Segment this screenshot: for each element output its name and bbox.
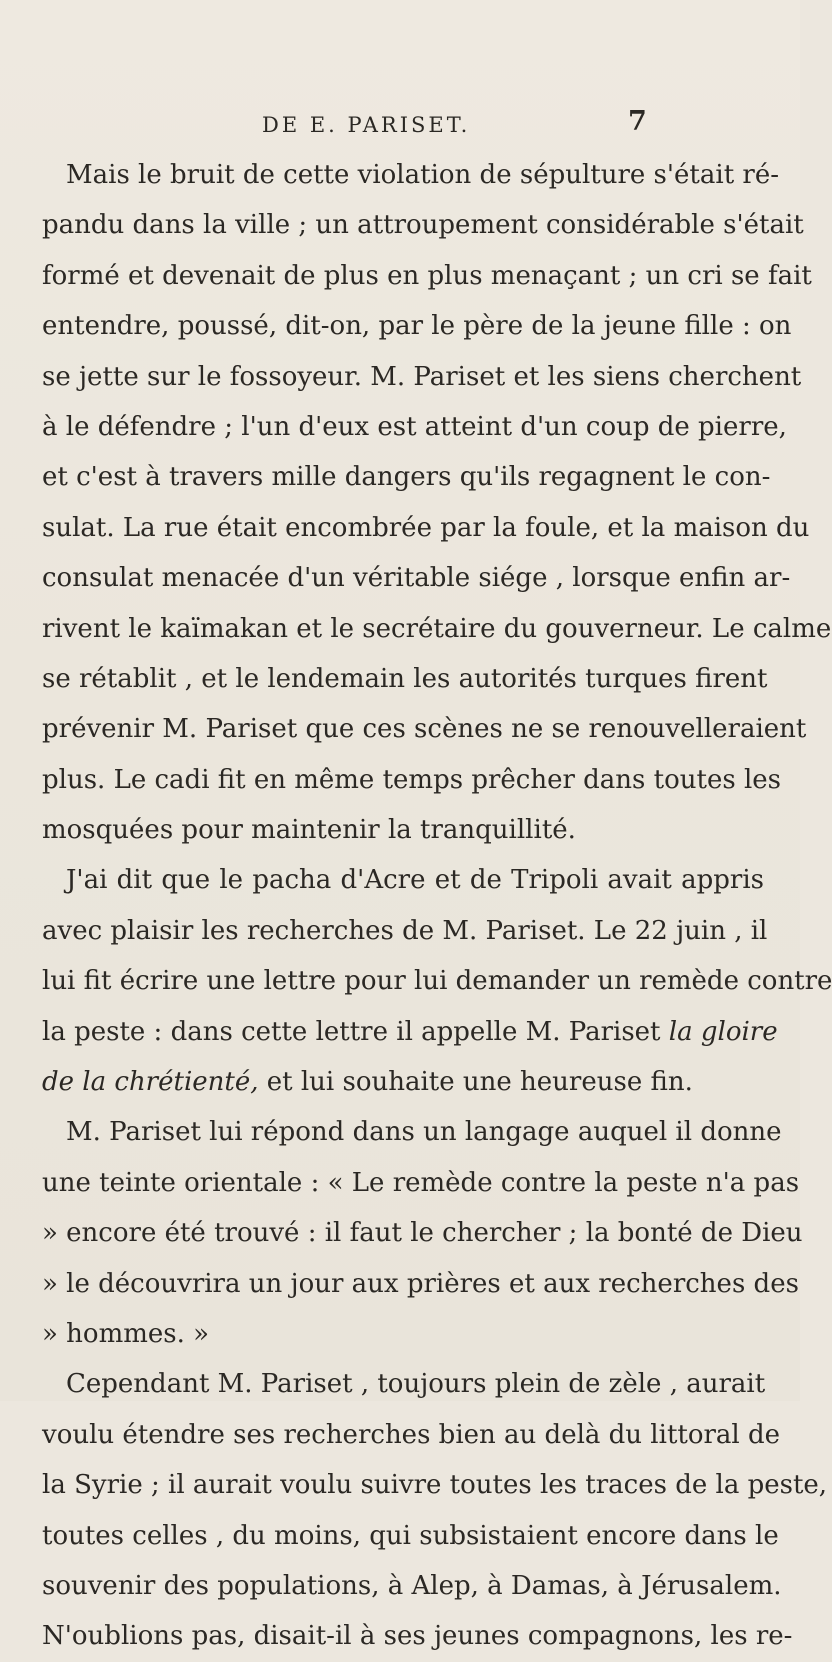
- body-text: [42, 150, 832, 1662]
- text-run: la peste : dans cette lettre il appelle M. Pariset: [42, 1016, 661, 1047]
- text-line: formé et devenait de plus en plus menaçant ; un cri se fait: [42, 260, 812, 291]
- text-line: [42, 1057, 764, 1107]
- running-head: [0, 106, 800, 150]
- text-line: prévenir M. Pariset que ces scènes ne se renouvelleraient: [42, 714, 807, 745]
- text-line: voulu étendre ses recherches bien au delà du littoral de: [42, 1419, 781, 1450]
- text-line: souvenir des populations, à Alep, à Damas, à Jérusalem.: [42, 1570, 782, 1601]
- text-line: se rétablit , et le lendemain les autorités turques firent: [42, 663, 768, 694]
- text-line: » hommes. »: [42, 1318, 210, 1349]
- text-line: consulat menacée d'un véritable siége , lorsque enfin ar-: [42, 563, 791, 594]
- italic-run: la gloire: [668, 1016, 778, 1047]
- text-line: une teinte orientale : « Le remède contre la peste n'a pas: [42, 1167, 800, 1198]
- text-line: plus. Le cadi fit en même temps prêcher dans toutes les: [42, 764, 781, 795]
- text-line: sulat. La rue était encombrée par la foule, et la maison du: [42, 512, 810, 543]
- text-line: entendre, poussé, dit-on, par le père de la jeune fille : on: [42, 311, 792, 342]
- text-line: rivent le kaïmakan et le secrétaire du gouverneur. Le calme: [42, 613, 832, 644]
- text-line: M. Pariset lui répond dans un langage auquel il donne: [66, 1117, 782, 1148]
- text-line: toutes celles , du moins, qui subsistaient encore dans le: [42, 1520, 779, 1551]
- page-number: 7: [628, 106, 647, 137]
- text-line: lui fit écrire une lettre pour lui demander un remède contre: [42, 966, 832, 997]
- text-line: se jette sur le fossoyeur. M. Pariset et les siens cherchent: [42, 361, 802, 392]
- text-line: [42, 1007, 778, 1057]
- running-title: DE E. PARISET.: [262, 113, 471, 137]
- text-line: et c'est à travers mille dangers qu'ils regagnent le con-: [42, 462, 771, 493]
- italic-run: de la chrétienté,: [42, 1067, 259, 1098]
- text-line: mosquées pour maintenir la tranquillité.: [42, 815, 576, 846]
- text-line: avec plaisir les recherches de M. Pariset. Le 22 juin , il: [42, 915, 768, 946]
- text-line: pandu dans la ville ; un attroupement considérable s'était: [42, 210, 804, 241]
- text-run: et lui souhaite une heureuse fin.: [266, 1067, 693, 1098]
- text-line: » encore été trouvé : il faut le chercher ; la bonté de Dieu: [42, 1218, 803, 1249]
- text-line: Mais le bruit de cette violation de sépulture s'était ré-: [66, 160, 780, 190]
- text-line: Cependant M. Pariset , toujours plein de zèle , aurait: [66, 1369, 766, 1400]
- text-line: à le défendre ; l'un d'eux est atteint d'un coup de pierre,: [42, 411, 787, 442]
- text-line: la Syrie ; il aurait voulu suivre toutes les traces de la peste,: [42, 1470, 828, 1501]
- text-line: J'ai dit que le pacha d'Acre et de Tripoli avait appris: [66, 865, 764, 896]
- text-line: N'oublions pas, disait-il à ses jeunes compagnons, les re-: [42, 1621, 793, 1652]
- text-line: » le découvrira un jour aux prières et aux recherches des: [42, 1268, 799, 1299]
